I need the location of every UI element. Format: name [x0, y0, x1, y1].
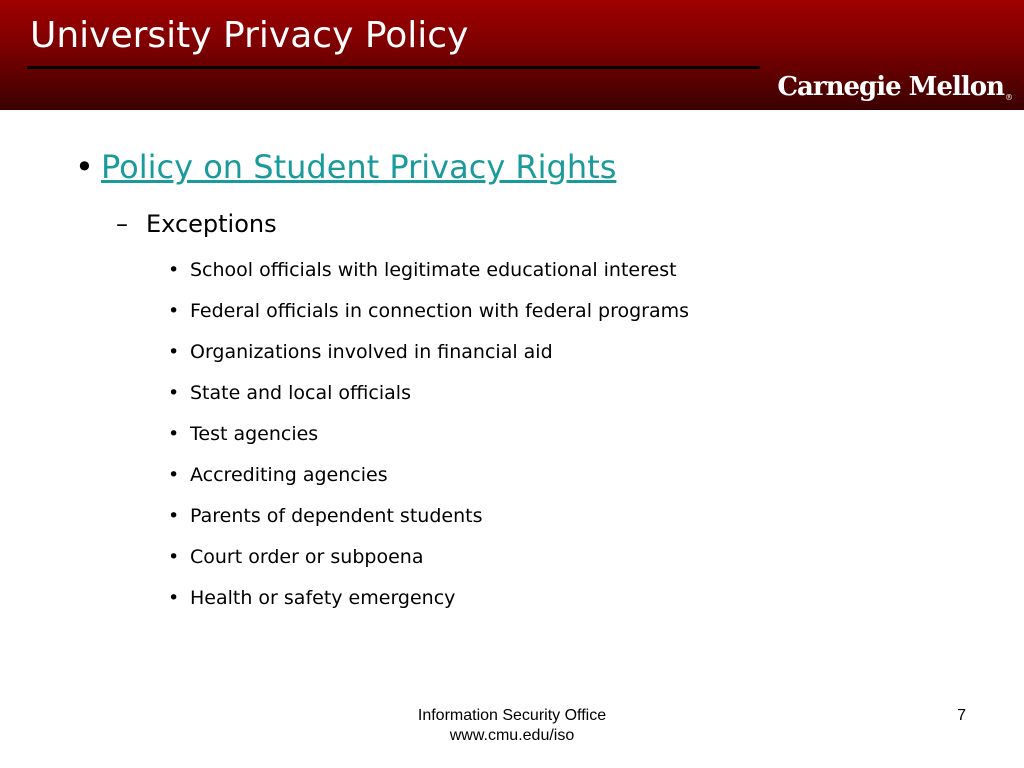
bullet-icon: • — [168, 341, 180, 363]
list-item — [168, 461, 689, 502]
slide-header — [0, 0, 1024, 110]
footer-office: Information Security Office — [417, 707, 607, 724]
list-item-text: Accrediting agencies — [190, 464, 388, 486]
list-item-text: Organizations involved in financial aid — [190, 341, 553, 363]
list-item — [168, 297, 689, 338]
bullet-icon: • — [168, 423, 180, 445]
bullet-level2 — [116, 210, 277, 238]
list-item — [168, 584, 689, 625]
title-underline — [27, 66, 760, 69]
dash-marker: – — [116, 210, 128, 238]
policy-link[interactable]: Policy on Student Privacy Rights — [101, 148, 617, 186]
footer-url: www.cmu.edu/iso — [449, 727, 575, 744]
bullet-icon: • — [168, 505, 180, 527]
footer-info — [362, 706, 662, 746]
bullet-icon: • — [75, 148, 94, 186]
list-item-text: Test agencies — [190, 423, 319, 445]
bullet-icon: • — [168, 259, 180, 281]
page-number: 7 — [957, 707, 966, 724]
list-item-text: Federal officials in connection with federal programs — [190, 300, 690, 322]
list-item-text: Court order or subpoena — [190, 546, 424, 568]
list-item — [168, 379, 689, 420]
bullet-icon: • — [168, 382, 180, 404]
bullet-icon: • — [168, 587, 180, 609]
list-item — [168, 543, 689, 584]
list-item — [168, 256, 689, 297]
bullet-icon: • — [168, 464, 180, 486]
list-item-text: Parents of dependent students — [190, 505, 483, 527]
exceptions-list — [168, 256, 689, 625]
bullet-level1 — [75, 148, 616, 186]
carnegie-mellon-logo — [777, 72, 1012, 102]
list-item — [168, 420, 689, 461]
list-item-text: School officials with legitimate educational interest — [190, 259, 677, 281]
list-item — [168, 502, 689, 543]
bullet-icon: • — [168, 546, 180, 568]
list-item — [168, 338, 689, 379]
registered-mark: ® — [1005, 93, 1012, 102]
bullet-icon: • — [168, 300, 180, 322]
list-item-text: State and local officials — [190, 382, 411, 404]
slide-title: University Privacy Policy — [30, 15, 469, 56]
exceptions-label: Exceptions — [146, 210, 277, 238]
logo-text: Carnegie Mellon — [777, 72, 1004, 102]
list-item-text: Health or safety emergency — [190, 587, 456, 609]
